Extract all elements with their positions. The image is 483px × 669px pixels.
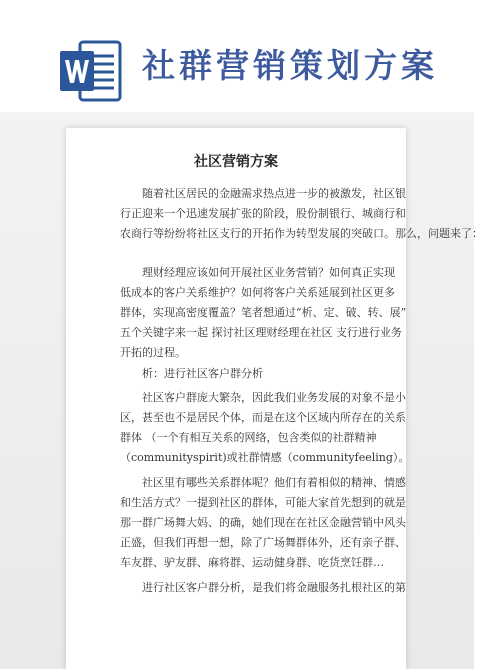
text-line: 理财经理应该如何开展社区业务营销？如何真正实现 [120,266,395,279]
text-line: 社区里有哪些关系群体呢？他们有着相似的精神、情感 [120,476,406,489]
document-title: 社区营销方案 [194,154,278,170]
text-line: 那一群广场舞大妈、的确，她们现在在社区金融营销中风头 [120,516,406,529]
text-line: 社区客户群庞大繁杂，因此我们业务发展的对象不是小 [120,391,406,404]
text-line: 行正迎来一个迅速发展扩张的阶段，股份制银行、城商行和 [120,207,406,220]
text-line: 进行社区客户群分析，是我们将金融服务扎根社区的第 [120,581,406,594]
paragraph [120,184,483,244]
text-line: 农商行等纷纷将社区支行的开拓作为转型发展的突破口。那么，问题来了： [120,227,483,240]
text-line: 群体 （一个有相互关系的网络，包含类似的社群精神 [120,431,377,444]
paragraph [120,364,366,384]
paragraph [120,578,406,598]
text-line: 五个关键字来一起 探讨社区理财经理在社区 支行进行业务 [120,326,402,339]
word-document-icon [58,38,124,104]
text-line: 随着社区居民的金融需求热点进一步的被激发，社区银 [120,187,406,200]
text-line: 区，甚至也不是居民个体，而是在这个区域内所存在的关系 [120,411,406,424]
banner-title: 社群营销策划方案 [142,46,438,85]
text-line: 群体，实现高密度覆盖？笔者想通过“析、定、破、转、展” [120,306,407,319]
paragraph [120,388,410,468]
text-line: 析：进行社区客户群分析 [120,367,263,380]
text-line: （communityspirit)或社群情感（communityfeeling）。 [120,451,410,464]
paragraph [120,263,407,363]
text-line: 车友群、驴友群、麻将群、运动健身群、吃货烹饪群… [120,556,384,569]
document-page [66,128,483,669]
text-line: 和生活方式？一提到社区的群体，可能大家首先想到的就是 [120,496,406,509]
paragraph [120,473,406,573]
header-banner [0,0,474,112]
text-line: 正盛，但我们再想一想，除了广场舞群体外，还有亲子群、 [120,536,406,549]
text-line: 低成本的客户关系维护？如何将客户关系延展到社区更多 [120,286,395,299]
text-line: 开拓的过程。 [120,346,186,359]
